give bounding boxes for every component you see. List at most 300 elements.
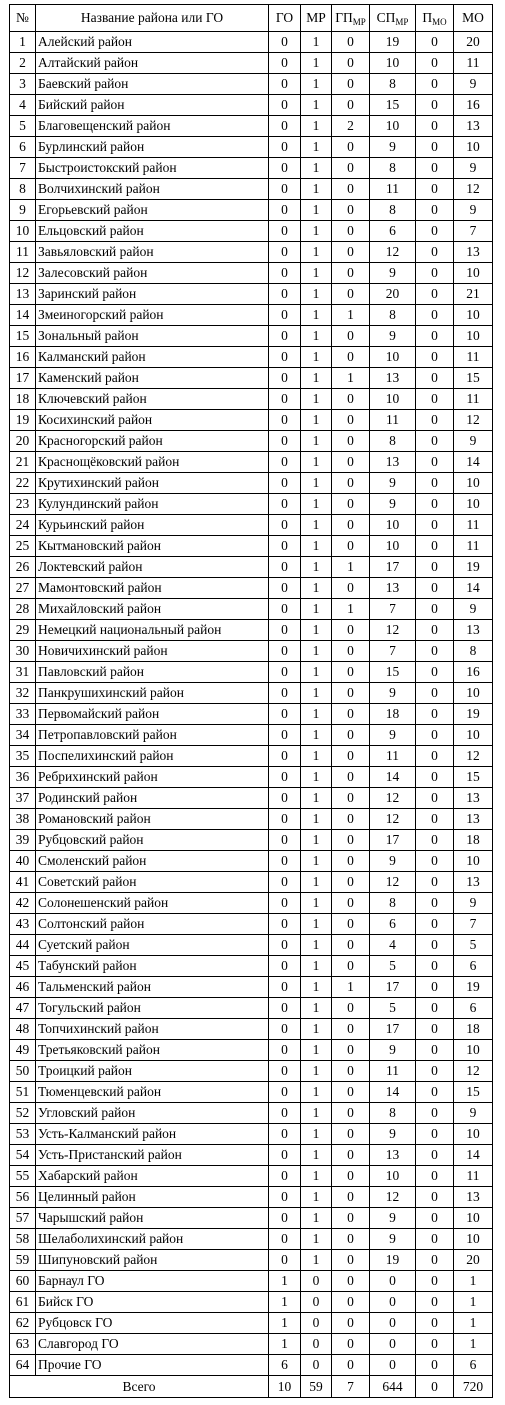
- row-mo: 11: [454, 347, 493, 368]
- row-go: 0: [269, 74, 301, 95]
- row-go: 0: [269, 683, 301, 704]
- row-mo: 21: [454, 284, 493, 305]
- row-p: 0: [416, 116, 454, 137]
- row-index: 42: [10, 893, 36, 914]
- row-go: 1: [269, 1271, 301, 1292]
- row-name: Быстроистокский район: [36, 158, 269, 179]
- row-sp: 10: [370, 389, 416, 410]
- row-mr: 1: [301, 1103, 332, 1124]
- row-p: 0: [416, 767, 454, 788]
- row-mr: 1: [301, 536, 332, 557]
- row-gp: 0: [332, 1019, 370, 1040]
- row-name: Михайловский район: [36, 599, 269, 620]
- row-sp: 0: [370, 1313, 416, 1334]
- row-sp: 8: [370, 200, 416, 221]
- row-gp: 0: [332, 704, 370, 725]
- row-p: 0: [416, 1166, 454, 1187]
- row-sp: 11: [370, 410, 416, 431]
- table-row: [10, 263, 493, 284]
- row-mo: 13: [454, 116, 493, 137]
- row-mr: 1: [301, 95, 332, 116]
- row-name: Алейский район: [36, 32, 269, 53]
- row-go: 0: [269, 221, 301, 242]
- row-name: Целинный район: [36, 1187, 269, 1208]
- row-mo: 13: [454, 242, 493, 263]
- row-index: 20: [10, 431, 36, 452]
- row-sp: 11: [370, 746, 416, 767]
- row-index: 53: [10, 1124, 36, 1145]
- row-sp: 12: [370, 242, 416, 263]
- row-gp: 0: [332, 872, 370, 893]
- row-go: 0: [269, 410, 301, 431]
- col-header-gp-sub: МР: [352, 17, 366, 27]
- col-header-sp-sub: МР: [395, 17, 409, 27]
- row-go: 0: [269, 1061, 301, 1082]
- row-name: Рубцовский район: [36, 830, 269, 851]
- row-gp: 0: [332, 95, 370, 116]
- row-index: 61: [10, 1292, 36, 1313]
- table-row: [10, 1208, 493, 1229]
- table-row: [10, 284, 493, 305]
- row-gp: 0: [332, 410, 370, 431]
- row-go: 0: [269, 1208, 301, 1229]
- row-p: 0: [416, 1082, 454, 1103]
- table-row: [10, 179, 493, 200]
- row-mr: 1: [301, 788, 332, 809]
- row-p: 0: [416, 557, 454, 578]
- row-gp: 0: [332, 956, 370, 977]
- row-mo: 11: [454, 389, 493, 410]
- table-row: [10, 368, 493, 389]
- row-name: Тюменцевский район: [36, 1082, 269, 1103]
- row-mr: 1: [301, 1019, 332, 1040]
- row-gp: 0: [332, 452, 370, 473]
- row-gp: 0: [332, 935, 370, 956]
- row-p: 0: [416, 326, 454, 347]
- table-row: [10, 347, 493, 368]
- row-mo: 16: [454, 662, 493, 683]
- row-name: Ребрихинский район: [36, 767, 269, 788]
- row-gp: 0: [332, 347, 370, 368]
- row-mo: 10: [454, 326, 493, 347]
- row-sp: 17: [370, 977, 416, 998]
- row-sp: 12: [370, 809, 416, 830]
- col-header-name: Название района или ГО: [36, 5, 269, 32]
- row-p: 0: [416, 704, 454, 725]
- row-mo: 9: [454, 431, 493, 452]
- row-p: 0: [416, 851, 454, 872]
- row-mr: 1: [301, 998, 332, 1019]
- row-sp: 11: [370, 1061, 416, 1082]
- row-p: 0: [416, 914, 454, 935]
- row-index: 55: [10, 1166, 36, 1187]
- row-go: 0: [269, 326, 301, 347]
- row-mr: 1: [301, 1166, 332, 1187]
- row-sp: 0: [370, 1334, 416, 1355]
- row-p: 0: [416, 284, 454, 305]
- row-mr: 1: [301, 704, 332, 725]
- row-mr: 1: [301, 578, 332, 599]
- row-go: 0: [269, 263, 301, 284]
- row-p: 0: [416, 1187, 454, 1208]
- table-row: [10, 578, 493, 599]
- row-mr: 1: [301, 473, 332, 494]
- table-row: [10, 1019, 493, 1040]
- row-index: 16: [10, 347, 36, 368]
- row-index: 63: [10, 1334, 36, 1355]
- row-gp: 0: [332, 1061, 370, 1082]
- table-row: [10, 809, 493, 830]
- row-gp: 0: [332, 284, 370, 305]
- row-sp: 0: [370, 1271, 416, 1292]
- table-row: [10, 767, 493, 788]
- table-row: [10, 1229, 493, 1250]
- row-mo: 12: [454, 746, 493, 767]
- row-name: Ельцовский район: [36, 221, 269, 242]
- row-index: 2: [10, 53, 36, 74]
- row-mr: 1: [301, 599, 332, 620]
- row-p: 0: [416, 746, 454, 767]
- row-gp: 0: [332, 830, 370, 851]
- row-go: 0: [269, 725, 301, 746]
- row-name: Тогульский район: [36, 998, 269, 1019]
- row-index: 21: [10, 452, 36, 473]
- row-p: 0: [416, 1292, 454, 1313]
- row-mo: 14: [454, 578, 493, 599]
- row-mr: 1: [301, 368, 332, 389]
- row-gp: 1: [332, 599, 370, 620]
- row-index: 4: [10, 95, 36, 116]
- row-mr: 1: [301, 767, 332, 788]
- row-index: 7: [10, 158, 36, 179]
- total-go: 10: [269, 1376, 301, 1398]
- row-mo: 10: [454, 1040, 493, 1061]
- row-sp: 19: [370, 32, 416, 53]
- row-gp: 0: [332, 914, 370, 935]
- row-p: 0: [416, 578, 454, 599]
- row-name: Крутихинский район: [36, 473, 269, 494]
- row-p: 0: [416, 1208, 454, 1229]
- row-mo: 19: [454, 557, 493, 578]
- row-gp: 0: [332, 662, 370, 683]
- row-gp: 0: [332, 1082, 370, 1103]
- row-mr: 1: [301, 809, 332, 830]
- row-sp: 11: [370, 179, 416, 200]
- row-index: 25: [10, 536, 36, 557]
- row-mr: 1: [301, 32, 332, 53]
- table-row: [10, 95, 493, 116]
- row-sp: 8: [370, 305, 416, 326]
- row-sp: 15: [370, 662, 416, 683]
- row-mo: 7: [454, 221, 493, 242]
- col-header-p-sub: МО: [432, 17, 447, 27]
- table-row: [10, 1040, 493, 1061]
- row-sp: 20: [370, 284, 416, 305]
- row-mo: 6: [454, 1355, 493, 1376]
- row-name: Барнаул ГО: [36, 1271, 269, 1292]
- header-row: [10, 5, 493, 32]
- row-index: 37: [10, 788, 36, 809]
- row-index: 14: [10, 305, 36, 326]
- row-go: 0: [269, 914, 301, 935]
- row-gp: 0: [332, 1250, 370, 1271]
- row-gp: 0: [332, 1334, 370, 1355]
- row-gp: 0: [332, 53, 370, 74]
- row-p: 0: [416, 935, 454, 956]
- row-mr: 1: [301, 683, 332, 704]
- row-index: 15: [10, 326, 36, 347]
- row-sp: 8: [370, 74, 416, 95]
- row-mo: 10: [454, 137, 493, 158]
- row-go: 6: [269, 1355, 301, 1376]
- row-name: Третьяковский район: [36, 1040, 269, 1061]
- row-sp: 9: [370, 494, 416, 515]
- row-gp: 0: [332, 263, 370, 284]
- row-gp: 1: [332, 368, 370, 389]
- row-p: 0: [416, 347, 454, 368]
- row-p: 0: [416, 599, 454, 620]
- row-mr: 1: [301, 494, 332, 515]
- row-sp: 17: [370, 830, 416, 851]
- row-mr: 0: [301, 1355, 332, 1376]
- row-index: 23: [10, 494, 36, 515]
- table-row: [10, 515, 493, 536]
- row-gp: 0: [332, 1145, 370, 1166]
- row-name: Усть-Пристанский район: [36, 1145, 269, 1166]
- row-name: Каменский район: [36, 368, 269, 389]
- row-gp: 0: [332, 74, 370, 95]
- row-mo: 1: [454, 1313, 493, 1334]
- row-mr: 1: [301, 263, 332, 284]
- row-name: Солтонский район: [36, 914, 269, 935]
- row-name: Павловский район: [36, 662, 269, 683]
- row-mr: 1: [301, 158, 332, 179]
- row-index: 18: [10, 389, 36, 410]
- row-mr: 1: [301, 347, 332, 368]
- row-mo: 12: [454, 179, 493, 200]
- row-gp: 0: [332, 389, 370, 410]
- row-mo: 15: [454, 767, 493, 788]
- row-index: 6: [10, 137, 36, 158]
- row-p: 0: [416, 137, 454, 158]
- row-go: 0: [269, 1019, 301, 1040]
- row-mo: 9: [454, 200, 493, 221]
- row-sp: 15: [370, 95, 416, 116]
- row-name: Новичихинский район: [36, 641, 269, 662]
- total-gp: 7: [332, 1376, 370, 1398]
- row-mo: 10: [454, 473, 493, 494]
- row-index: 30: [10, 641, 36, 662]
- row-gp: 0: [332, 1124, 370, 1145]
- row-index: 33: [10, 704, 36, 725]
- table-row: [10, 725, 493, 746]
- row-p: 0: [416, 977, 454, 998]
- total-mo: 720: [454, 1376, 493, 1398]
- row-gp: 2: [332, 116, 370, 137]
- row-mr: 1: [301, 515, 332, 536]
- row-p: 0: [416, 1271, 454, 1292]
- row-mr: 1: [301, 1040, 332, 1061]
- row-go: 0: [269, 53, 301, 74]
- row-mo: 12: [454, 410, 493, 431]
- row-p: 0: [416, 1145, 454, 1166]
- row-p: 0: [416, 95, 454, 116]
- row-mr: 1: [301, 116, 332, 137]
- row-gp: 0: [332, 998, 370, 1019]
- row-go: 0: [269, 1166, 301, 1187]
- row-p: 0: [416, 1019, 454, 1040]
- row-sp: 13: [370, 368, 416, 389]
- row-sp: 8: [370, 1103, 416, 1124]
- table-row: [10, 1061, 493, 1082]
- row-index: 19: [10, 410, 36, 431]
- row-mr: 1: [301, 746, 332, 767]
- row-index: 24: [10, 515, 36, 536]
- table-row: [10, 116, 493, 137]
- table-row: [10, 1145, 493, 1166]
- row-gp: 0: [332, 326, 370, 347]
- table-row: [10, 158, 493, 179]
- row-go: 0: [269, 1103, 301, 1124]
- row-mr: 1: [301, 1229, 332, 1250]
- row-sp: 6: [370, 221, 416, 242]
- row-mr: 1: [301, 557, 332, 578]
- row-p: 0: [416, 662, 454, 683]
- row-go: 0: [269, 578, 301, 599]
- row-name: Хабарский район: [36, 1166, 269, 1187]
- row-go: 0: [269, 872, 301, 893]
- row-name: Ключевский район: [36, 389, 269, 410]
- row-mo: 10: [454, 263, 493, 284]
- row-sp: 10: [370, 515, 416, 536]
- row-p: 0: [416, 158, 454, 179]
- table-row: [10, 557, 493, 578]
- row-mr: 1: [301, 1124, 332, 1145]
- row-go: 0: [269, 851, 301, 872]
- table-row: [10, 914, 493, 935]
- row-index: 9: [10, 200, 36, 221]
- row-go: 0: [269, 1250, 301, 1271]
- row-name: Локтевский район: [36, 557, 269, 578]
- row-mo: 6: [454, 956, 493, 977]
- row-mo: 14: [454, 1145, 493, 1166]
- row-mo: 10: [454, 683, 493, 704]
- row-p: 0: [416, 179, 454, 200]
- row-name: Топчихинский район: [36, 1019, 269, 1040]
- row-p: 0: [416, 473, 454, 494]
- total-sp: 644: [370, 1376, 416, 1398]
- row-index: 49: [10, 1040, 36, 1061]
- row-name: Петропавловский район: [36, 725, 269, 746]
- row-mo: 13: [454, 809, 493, 830]
- row-sp: 13: [370, 452, 416, 473]
- row-p: 0: [416, 830, 454, 851]
- row-p: 0: [416, 998, 454, 1019]
- table-row: [10, 746, 493, 767]
- row-sp: 13: [370, 1145, 416, 1166]
- row-p: 0: [416, 1355, 454, 1376]
- row-sp: 5: [370, 998, 416, 1019]
- row-gp: 0: [332, 893, 370, 914]
- row-sp: 9: [370, 326, 416, 347]
- row-index: 51: [10, 1082, 36, 1103]
- row-mr: 1: [301, 1208, 332, 1229]
- row-mr: 1: [301, 53, 332, 74]
- row-mo: 9: [454, 599, 493, 620]
- table-row: [10, 641, 493, 662]
- row-mo: 8: [454, 641, 493, 662]
- row-sp: 7: [370, 641, 416, 662]
- row-sp: 4: [370, 935, 416, 956]
- row-index: 1: [10, 32, 36, 53]
- row-go: 0: [269, 452, 301, 473]
- table-row: [10, 599, 493, 620]
- row-index: 17: [10, 368, 36, 389]
- table-row: [10, 1271, 493, 1292]
- row-mr: 0: [301, 1271, 332, 1292]
- table-row: [10, 1355, 493, 1376]
- col-header-mo: МО: [454, 5, 493, 32]
- table-row: [10, 410, 493, 431]
- row-go: 0: [269, 536, 301, 557]
- row-go: 0: [269, 95, 301, 116]
- row-p: 0: [416, 872, 454, 893]
- table-row: [10, 200, 493, 221]
- row-p: 0: [416, 1103, 454, 1124]
- row-gp: 0: [332, 179, 370, 200]
- row-gp: 0: [332, 200, 370, 221]
- row-p: 0: [416, 1334, 454, 1355]
- row-name: Угловский район: [36, 1103, 269, 1124]
- row-mr: 1: [301, 1145, 332, 1166]
- row-mr: 1: [301, 620, 332, 641]
- row-go: 0: [269, 788, 301, 809]
- row-mr: 1: [301, 1061, 332, 1082]
- row-mo: 20: [454, 32, 493, 53]
- row-sp: 0: [370, 1355, 416, 1376]
- row-gp: 0: [332, 1208, 370, 1229]
- row-mo: 13: [454, 788, 493, 809]
- row-gp: 0: [332, 158, 370, 179]
- row-index: 28: [10, 599, 36, 620]
- col-header-sp: [370, 5, 416, 32]
- row-index: 50: [10, 1061, 36, 1082]
- row-go: 0: [269, 473, 301, 494]
- row-p: 0: [416, 368, 454, 389]
- row-p: 0: [416, 1040, 454, 1061]
- row-gp: 0: [332, 809, 370, 830]
- table-row: [10, 305, 493, 326]
- row-p: 0: [416, 620, 454, 641]
- table-body: [10, 32, 493, 1376]
- row-p: 0: [416, 1061, 454, 1082]
- table-row: [10, 32, 493, 53]
- row-go: 0: [269, 893, 301, 914]
- col-header-mr: МР: [301, 5, 332, 32]
- row-mo: 15: [454, 368, 493, 389]
- row-mr: 1: [301, 1187, 332, 1208]
- row-p: 0: [416, 515, 454, 536]
- row-gp: 0: [332, 1229, 370, 1250]
- row-sp: 8: [370, 431, 416, 452]
- row-name: Баевский район: [36, 74, 269, 95]
- row-mr: 1: [301, 242, 332, 263]
- row-go: 0: [269, 515, 301, 536]
- row-name: Панкрушихинский район: [36, 683, 269, 704]
- row-mo: 10: [454, 725, 493, 746]
- table-row: [10, 1313, 493, 1334]
- row-name: Немецкий национальный район: [36, 620, 269, 641]
